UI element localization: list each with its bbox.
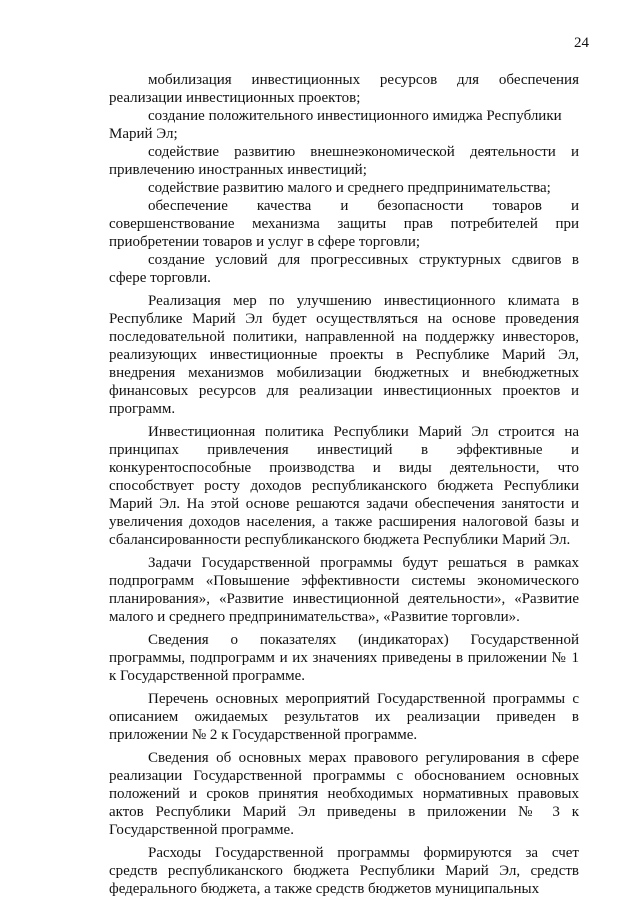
body-text (109, 71, 579, 898)
paragraph-10: Сведения о показателях (индикаторах) Государственной программы, подпрограмм и их значениях приведены в приложении № 1 к Государственной программе. (109, 632, 579, 684)
paragraph-12: Сведения об основных мерах правового регулирования в сфере реализации Государственной программы с обоснованием основных положений и сроков принятия необходимых нормативных правовых актов Республики Марий Эл приведены в приложении № 3 к Государственной программе. (109, 750, 579, 838)
paragraph-1: мобилизация инвестиционных ресурсов для обеспечения реализации инвестиционных проектов; (109, 72, 579, 106)
page-number: 24 (574, 35, 589, 51)
paragraph-4: содействие развитию малого и среднего предпринимательства; (148, 180, 551, 196)
paragraph-7: Реализация мер по улучшению инвестиционного климата в Республике Марий Эл будет осуществляться на основе проведения последовательной политики, направленной на поддержку инвесторов, реализующих инвестиционные проекты в Республике Марий Эл, внедрения механизмов мобилизации бюджетных и внебюджетных финансовых ресурсов для реализации инвестиционных проектов и программ. (109, 293, 579, 417)
paragraph-6: создание условий для прогрессивных структурных сдвигов в сфере торговли. (109, 252, 579, 286)
paragraph-13: Расходы Государственной программы формируются за счет средств республиканского бюджета Республики Марий Эл, средств федерального бюджета, а также средств бюджетов муниципальных (109, 845, 579, 897)
paragraph-2: создание положительного инвестиционного имиджа Республики Марий Эл; (109, 108, 562, 142)
paragraph-8: Инвестиционная политика Республики Марий Эл строится на принципах привлечения инвестиций в эффективные и конкурентоспособные производства и виды деятельности, что способствует росту доходов республиканского бюджета Республики Марий Эл. На этой основе решаются задачи обеспечения занятости и увеличения доходов населения, а также расширения налоговой базы и сбалансированности республиканского бюджета Республики Марий Эл. (109, 424, 579, 548)
paragraph-5: обеспечение качества и безопасности товаров и совершенствование механизма защиты прав потребителей при приобретении товаров и услуг в сфере торговли; (109, 198, 579, 250)
paragraph-3: содействие развитию внешнеэкономической деятельности и привлечению иностранных инвестиций; (109, 144, 579, 178)
paragraph-11: Перечень основных мероприятий Государственной программы с описанием ожидаемых результатов их реализации приведен в приложении № 2 к Государственной программе. (109, 691, 579, 743)
paragraph-9: Задачи Государственной программы будут решаться в рамках подпрограмм «Повышение эффективности системы экономического планирования», «Развитие инвестиционной деятельности», «Развитие малого и среднего предпринимательства», «Развитие торговли». (109, 555, 579, 625)
